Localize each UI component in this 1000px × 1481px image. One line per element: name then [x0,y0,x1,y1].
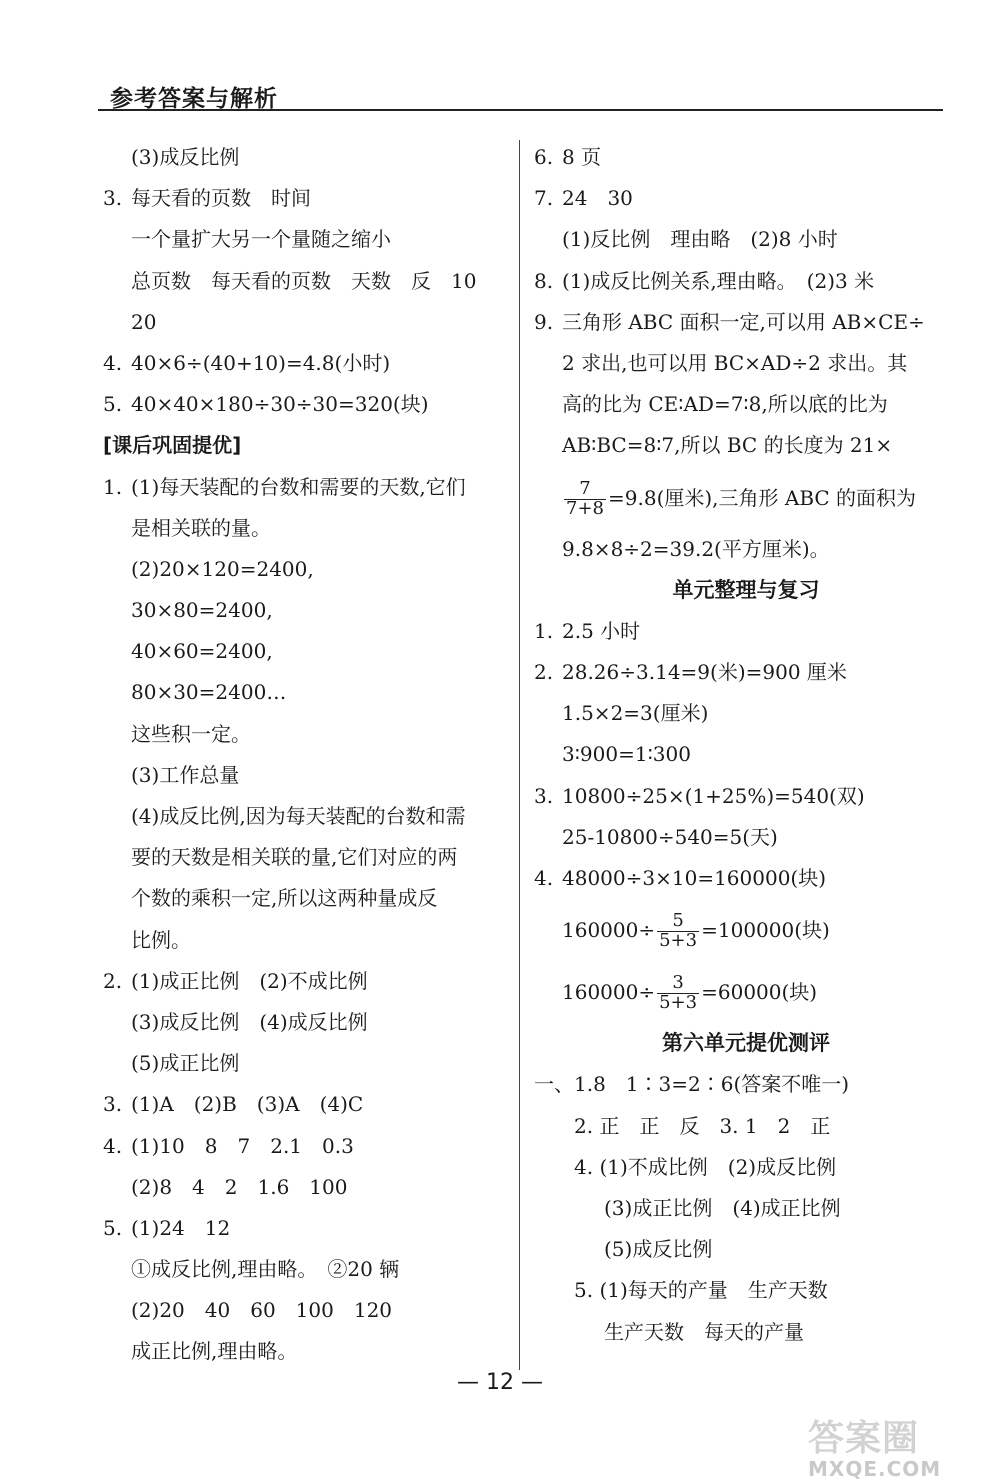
answer-line [103,467,515,508]
answer-line [103,796,515,837]
fraction-numerator: 3 [657,974,699,994]
page-number: — 12 — [457,1370,543,1395]
answer-line [103,178,515,219]
answer-line [103,261,515,302]
answer-text: 8 页 [562,145,602,169]
header-rule [98,109,943,111]
answer-text: 比例。 [131,927,191,952]
answer-text: 2 求出,也可以用 BC×AD÷2 求出。其 [562,350,908,375]
answer-line [534,1312,950,1353]
answer-text: 28.26÷3.14=9(米)=900 厘米 [562,660,847,685]
item-number: 2. [103,968,123,993]
item-number: 4. [534,866,554,890]
answer-line [534,219,950,260]
item-number: 一、1. [534,1072,594,1097]
fraction-prefix: 160000÷ [562,980,656,1005]
item-number: 1. [103,474,123,499]
section-label [103,425,515,466]
answer-text: [课后巩固提优] [103,433,242,458]
answer-line [103,343,515,384]
fraction [657,974,699,1013]
item-number: 4. [103,350,123,375]
answer-line [534,734,950,775]
answer-text: 40×6÷(40+10)=4.8(小时) [131,350,391,375]
fraction-denominator: 5+3 [659,992,698,1014]
answer-text: 要的天数是相关联的量,它们对应的两 [131,845,458,870]
answer-text: (1)每天装配的台数和需要的天数,它们 [131,474,466,499]
answer-line [103,961,515,1002]
fraction-suffix: =100000(块) [701,918,830,943]
answer-text: (1)24 12 [131,1215,231,1240]
answer-text: (2)20×120=2400, [131,556,314,581]
answer-text: 48000÷3×10=160000(块) [562,866,827,890]
answer-line [534,261,950,302]
answer-text: 30×80=2400, [131,598,273,623]
answer-text: 个数的乘积一定,所以这两种量成反 [131,886,438,911]
section-heading-unit-test: 第六单元提优测评 [662,1031,830,1056]
right-answers-part-b [534,611,950,899]
fraction-line-2 [534,961,950,1023]
item-number: 1. [534,618,554,643]
answer-text: (2)8 4 2 1.6 100 [131,1174,348,1199]
answer-text: 一个量扩大另一个量随之缩小 [131,227,391,252]
watermark-logo [808,1410,941,1481]
answer-line [103,549,515,590]
fraction-suffix: =60000(块) [701,980,818,1005]
item-number: 9. [534,309,554,334]
answer-line [103,1290,515,1331]
fraction-rest-text: =9.8(厘米),三角形 ABC 的面积为 [608,485,917,510]
answer-line [103,672,515,713]
answer-text: 40×60=2400, [131,639,273,664]
answer-text: 3∶900=1∶300 [562,742,691,767]
answer-line [103,302,515,343]
left-column [103,137,515,1373]
item-number: 3. [103,186,123,211]
answer-line [103,1002,515,1043]
answer-line [534,776,950,817]
answer-text: 40×40×180÷30÷30=320(块) [131,392,429,417]
answer-line [103,878,515,919]
answer-line [534,858,950,899]
answer-text: (1)成正比例 (2)不成比例 [131,968,368,993]
answer-text: 高的比为 CE∶AD=7∶8,所以底的比为 [562,392,888,417]
column-divider [519,140,520,1370]
fraction-denominator: 7+8 [566,497,604,519]
answer-line [103,1208,515,1249]
item-number: 3. [103,1092,123,1117]
header-title: 参考答案与解析 [110,86,278,112]
answer-text: 25-10800÷540=5(天) [562,824,778,849]
answer-text: (1)10 8 7 2.1 0.3 [131,1133,354,1158]
answer-text: (3)工作总量 [131,762,240,787]
fraction-numerator: 5 [657,912,699,932]
answer-line [103,219,515,260]
item-number: 8. [534,268,554,293]
answer-text: (3)成反比例 [131,145,240,169]
fraction-prefix: 160000÷ [562,918,656,943]
answer-text: ①成反比例,理由略。 ②20 辆 [131,1257,400,1282]
answer-line [103,755,515,796]
answer-line [103,384,515,425]
answer-line [534,384,950,425]
answer-text: 每天看的页数 时间 [131,186,311,211]
answer-text: (1)成反比例关系,理由略。 (2)3 米 [562,268,875,293]
item-number: 5. [103,1215,123,1240]
answer-text: (2)20 40 60 100 120 [131,1298,393,1323]
watermark-top-text: 答案圈 [808,1418,920,1459]
item-number: 7. [534,186,554,211]
answer-line [534,652,950,693]
item-number: 3. [534,783,554,808]
answer-text: AB∶BC=8∶7,所以 BC 的长度为 21× [562,433,893,458]
answer-line [103,137,515,178]
answer-line [103,1331,515,1372]
answer-text: 20 [131,309,157,334]
answer-line [103,714,515,755]
answer-text: 80×30=2400… [131,680,287,705]
answer-text: (1)A (2)B (3)A (4)C [131,1092,364,1117]
answer-text: 24 30 [562,186,633,211]
item-number: 6. [534,145,554,169]
q9-last-line: 9.8×8÷2=39.2(平方厘米)。 [562,536,830,561]
answer-text: 生产天数 每天的产量 [604,1319,804,1344]
answer-line [534,343,950,384]
answer-line [534,817,950,858]
fraction [657,912,699,951]
answer-text: 1.5×2=3(厘米) [562,701,709,726]
answer-text: (5)成反比例 [604,1237,713,1262]
answer-line [534,302,950,343]
q9-fraction-line [534,467,950,529]
answer-line [534,693,950,734]
answer-line [103,920,515,961]
answer-line [534,1064,950,1105]
section-heading-review: 单元整理与复习 [672,577,820,602]
answer-line [103,1126,515,1167]
item-number: 4. [103,1133,123,1158]
item-number: 2. [534,660,554,685]
answer-text: 4. (1)不成比例 (2)成反比例 [574,1154,837,1179]
answer-line [103,837,515,878]
right-answers-part-c [534,1064,950,1352]
fraction [564,477,606,519]
right-column [534,137,950,1353]
answer-line [534,137,950,178]
answer-text: (4)成反比例,因为每天装配的台数和需 [131,804,466,828]
answer-line [534,178,950,219]
answer-text: 2. 正 正 反 3. 1 2 正 [574,1113,831,1138]
answer-text: 三角形 ABC 面积一定,可以用 AB×CE÷ [562,309,925,334]
answer-line [103,508,515,549]
answer-text: (5)成正比例 [131,1051,240,1076]
answer-text: 是相关联的量。 [131,515,271,540]
item-number: 5. [103,392,123,417]
fraction-denominator: 5+3 [659,930,698,952]
answer-line [103,590,515,631]
answer-line [534,1147,950,1188]
answer-text: 8 1∶3=2∶6(答案不唯一) [593,1072,850,1097]
answer-line [103,631,515,672]
right-answers-part-a [534,137,950,467]
answer-text: 2.5 小时 [562,618,641,643]
answer-text: 10800÷25×(1+25%)=540(双) [562,783,865,808]
fraction-line-1 [534,899,950,961]
answer-text: 总页数 每天看的页数 天数 反 10 [131,268,477,293]
answer-text: 成正比例,理由略。 [131,1339,298,1364]
answer-line [103,1167,515,1208]
answer-line [534,1106,950,1147]
answer-line [534,1229,950,1270]
answer-line [534,1270,950,1311]
answer-line [534,1188,950,1229]
answer-text: (1)反比例 理由略 (2)8 小时 [562,227,838,252]
answer-line [103,1043,515,1084]
answer-text: 这些积一定。 [131,721,251,746]
answer-text: (3)成反比例 (4)成反比例 [131,1009,368,1034]
answer-line [534,425,950,466]
answer-text: (3)成正比例 (4)成正比例 [604,1195,841,1220]
fraction-numerator: 7 [564,480,606,500]
answer-line [103,1084,515,1125]
watermark-bottom-text: MXQE.COM [808,1457,942,1481]
answer-text: 5. (1)每天的产量 生产天数 [574,1278,828,1303]
answer-line [534,611,950,652]
answer-line [103,1249,515,1290]
